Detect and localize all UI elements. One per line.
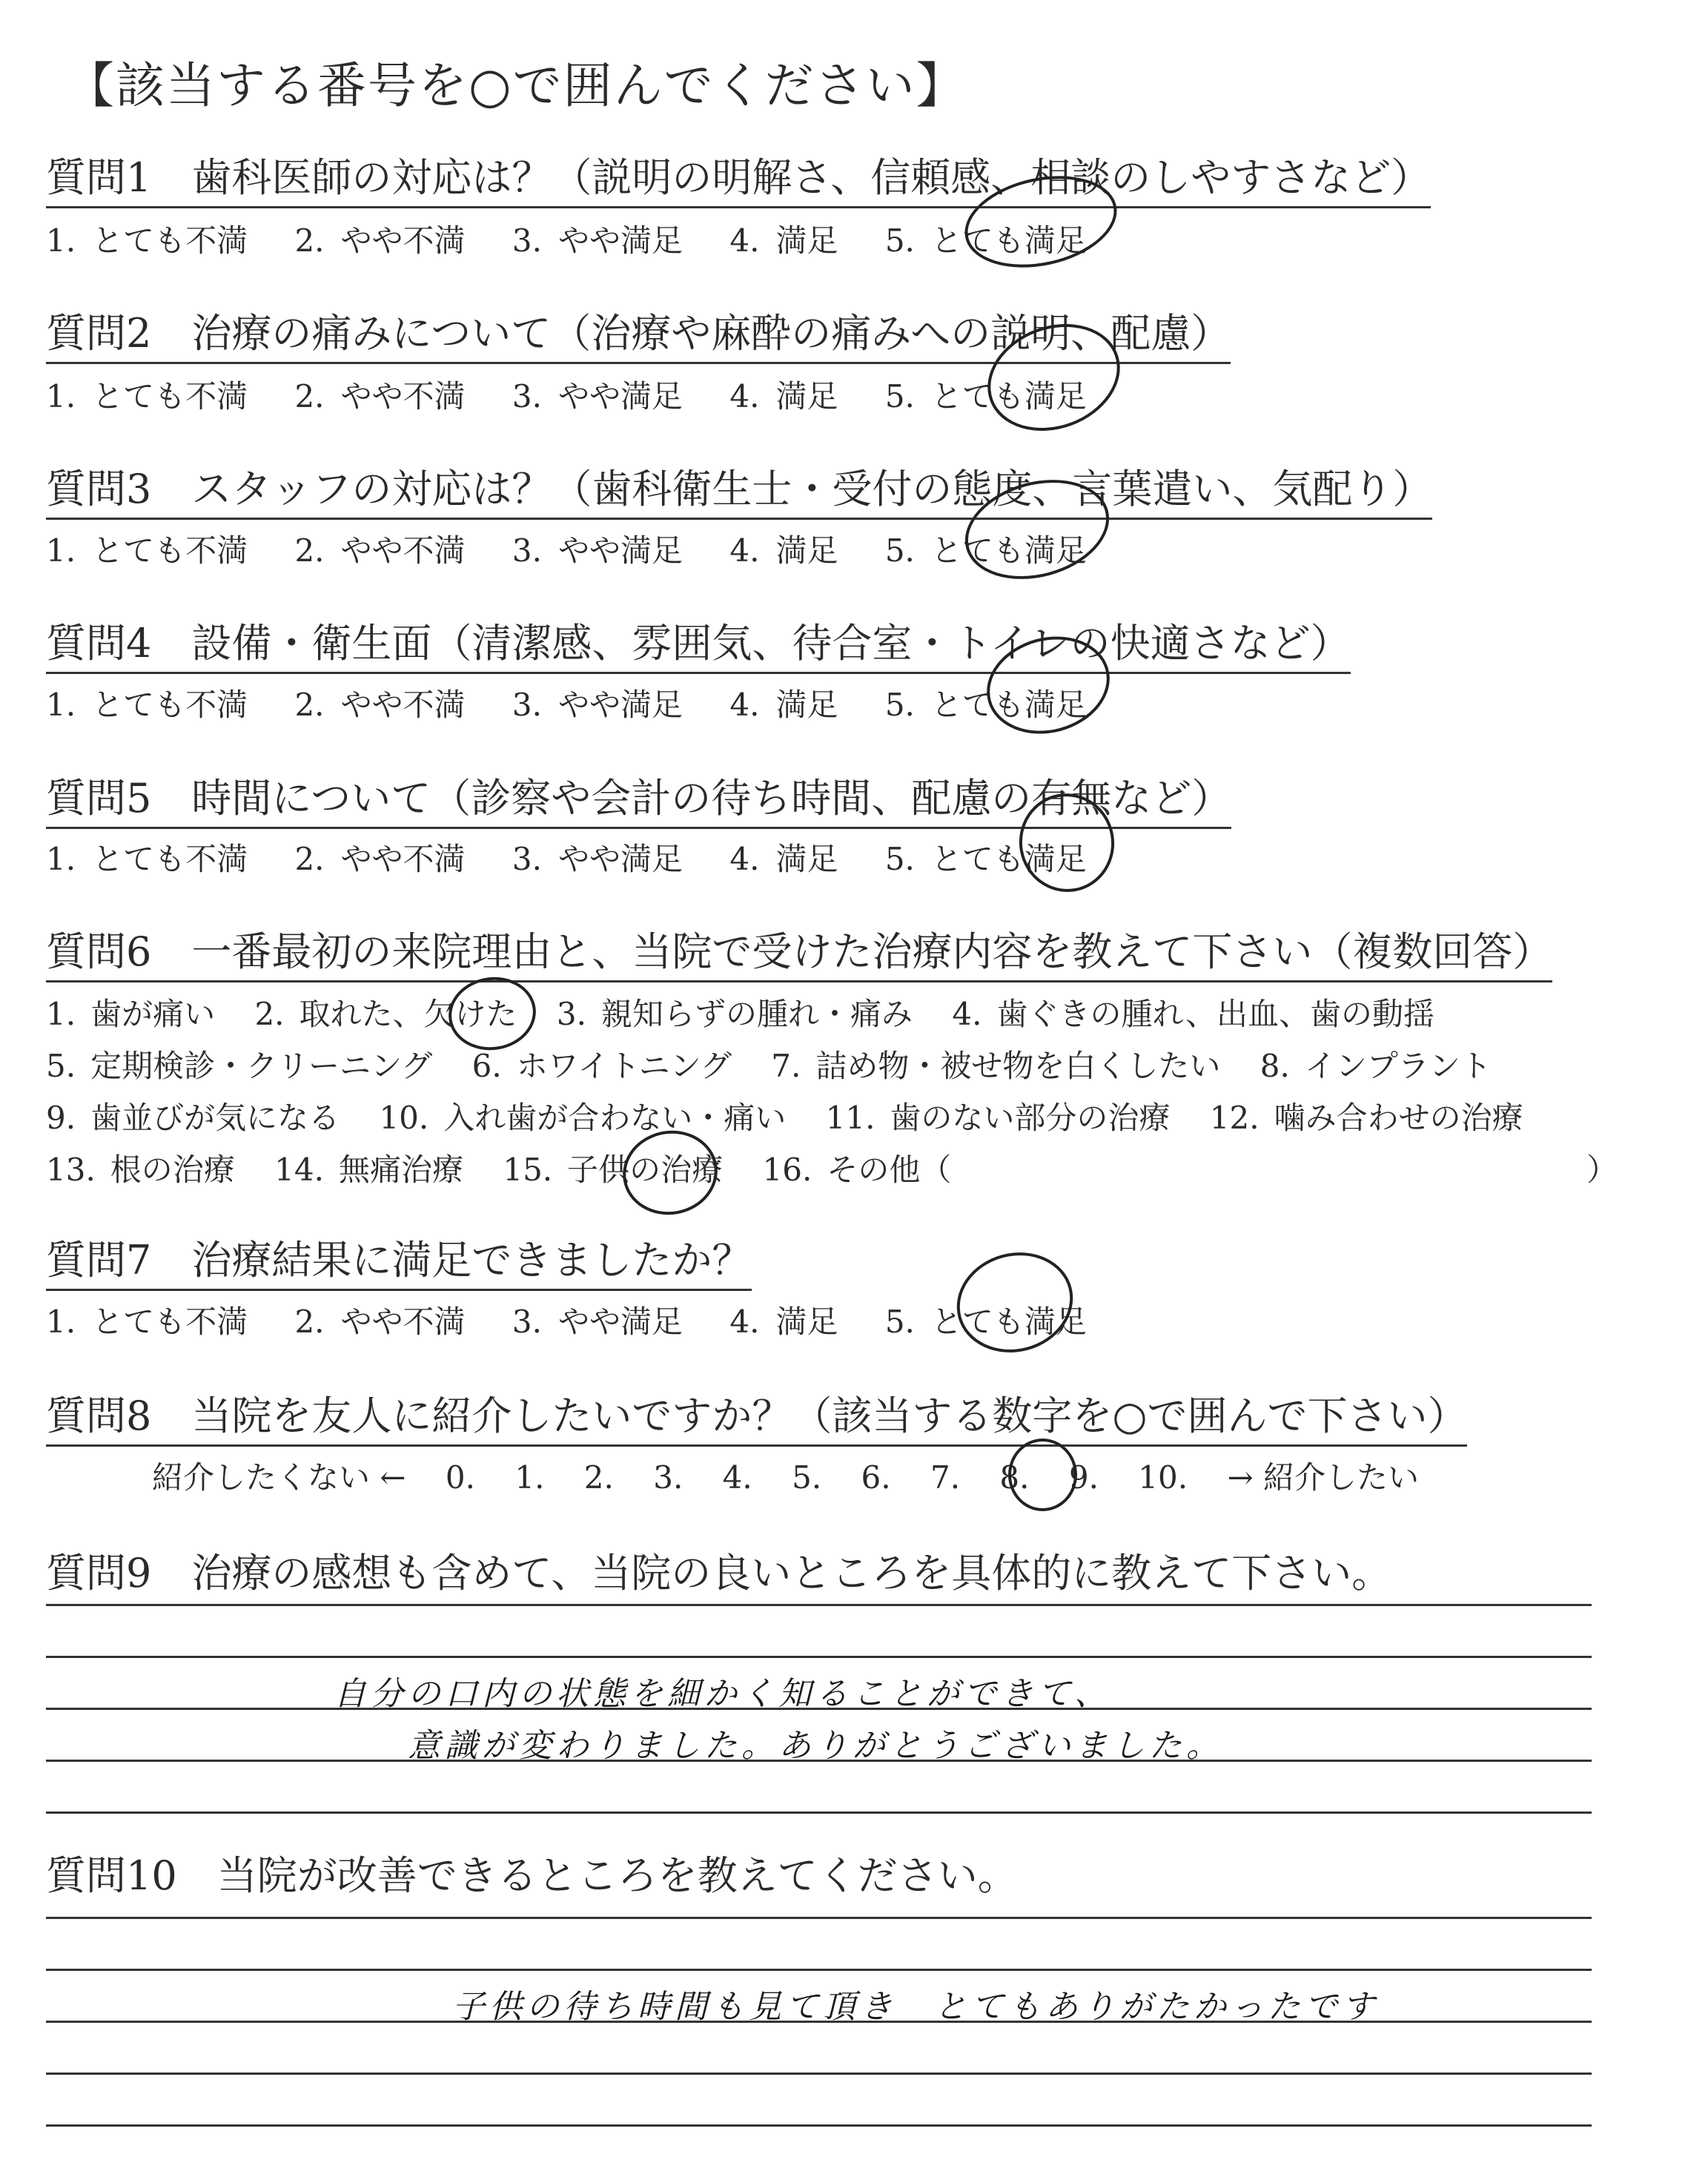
q10-answer-line-2 [46, 1969, 1592, 1971]
q9-answer-line-1 [46, 1604, 1592, 1606]
q6-row-3 [46, 1094, 1553, 1138]
q6-option-15[interactable]: 15. 子供の治療 [503, 1152, 724, 1188]
q6-option-14[interactable]: 14. 無痛治療 [274, 1152, 463, 1188]
q6-option-4[interactable]: 4. 歯ぐきの腫れ、出血、歯の動揺 [952, 996, 1434, 1032]
q7-option-2[interactable]: 2. やや不満 [294, 1304, 466, 1340]
q6-row-4 [46, 1146, 981, 1190]
q10-answer-line-5 [46, 2124, 1592, 2127]
q6-row-2 [46, 1042, 1521, 1086]
q4-option-4[interactable]: 4. 満足 [729, 687, 838, 723]
q2-option-1[interactable]: 1. とても不満 [46, 378, 248, 415]
q5-title: 質問5 時間について（診察や会計の待ち時間、配慮の有無など） [46, 775, 1231, 829]
q3-options [46, 526, 1124, 571]
q2-option-5[interactable]: 5. とても満足 [884, 378, 1087, 415]
q2-option-3[interactable]: 3. やや満足 [512, 378, 683, 415]
q8-left-label: 紹介したくない ← [152, 1459, 406, 1496]
q1-option-2[interactable]: 2. やや不満 [294, 222, 466, 259]
q5-option-1[interactable]: 1. とても不満 [46, 841, 248, 877]
q7-option-3[interactable]: 3. やや満足 [512, 1304, 683, 1340]
q6-option-2[interactable]: 2. 取れた、欠けた [254, 996, 517, 1032]
q4-option-3[interactable]: 3. やや満足 [512, 687, 683, 723]
q4-options [46, 681, 1124, 725]
q8-number-8[interactable]: 8. [999, 1459, 1030, 1496]
q8-number-4[interactable]: 4. [722, 1459, 752, 1496]
q7-title: 質問7 治療結果に満足できましたか？ [46, 1237, 752, 1291]
q8-number-7[interactable]: 7. [930, 1459, 961, 1496]
q6-option-1[interactable]: 1. 歯が痛い [46, 996, 216, 1032]
q9-title: 質問9 治療の感想も含めて、当院の良いところを具体的に教えて下さい。 [46, 1550, 1392, 1596]
q5-option-3[interactable]: 3. やや満足 [512, 841, 683, 877]
q10-handwritten-answer-1: 子供の待ち時間も見て頂き とてもありがたかったです [452, 1988, 1379, 2026]
q2-title: 質問2 治療の痛みについて（治療や麻酔の痛みへの説明、配慮） [46, 310, 1231, 364]
q6-option-13[interactable]: 13. 根の治療 [46, 1152, 235, 1188]
q8-right-label: → 紹介したい [1227, 1459, 1419, 1496]
q8-number-1[interactable]: 1. [514, 1459, 545, 1496]
q8-number-10[interactable]: 10. [1138, 1459, 1188, 1496]
q1-option-5[interactable]: 5. とても満足 [884, 222, 1087, 259]
q4-title: 質問4 設備・衛生面（清潔感、雰囲気、待合室・トイレの快適さなど） [46, 620, 1351, 674]
q6-option-7[interactable]: 7. 詰め物・被せ物を白くしたい [771, 1048, 1221, 1084]
q8-title: 質問8 当院を友人に紹介したいですか？（該当する数字を○で囲んで下さい） [46, 1393, 1467, 1447]
q5-option-2[interactable]: 2. やや不満 [294, 841, 466, 877]
q6-option-9[interactable]: 9. 歯並びが気になる [46, 1100, 340, 1136]
q7-option-4[interactable]: 4. 満足 [729, 1304, 838, 1340]
q6-option-6[interactable]: 6. ホワイトニング [471, 1048, 732, 1084]
q5-option-4[interactable]: 4. 満足 [729, 841, 838, 877]
q7-option-5[interactable]: 5. とても満足 [884, 1304, 1087, 1340]
q10-answer-line-1 [46, 1917, 1592, 1919]
q1-title: 質問1 歯科医師の対応は？（説明の明解さ、信頼感、相談のしやすさなど） [46, 154, 1431, 208]
q10-answer-line-4 [46, 2073, 1592, 2075]
q6-option-5[interactable]: 5. 定期検診・クリーニング [46, 1048, 433, 1084]
q6-option-16[interactable]: 16. その他（ [762, 1152, 952, 1188]
q8-selection-circle [1008, 1439, 1077, 1511]
q6-option-3[interactable]: 3. 親知らずの腫れ・痛み [556, 996, 913, 1032]
q5-option-5[interactable]: 5. とても満足 [884, 841, 1087, 877]
q6-row-1 [46, 990, 1464, 1034]
q3-option-5[interactable]: 5. とても満足 [884, 532, 1087, 569]
q1-option-4[interactable]: 4. 満足 [729, 222, 838, 259]
q9-handwritten-answer-1: 自分の口内の状態を細かく知ることができて、 [334, 1675, 1112, 1713]
q6-other-close: ） [1586, 1152, 1618, 1188]
q6-title: 質問6 一番最初の来院理由と、当院で受けた治療内容を教えて下さい（複数回答） [46, 928, 1552, 982]
q6-option-10[interactable]: 10. 入れ歯が合わない・痛い [379, 1100, 787, 1136]
q6-option-12[interactable]: 12. 噛み合わせの治療 [1209, 1100, 1523, 1136]
q9-handwritten-answer-2: 意識が変わりました。ありがとうございました。 [408, 1727, 1223, 1765]
q8-number-3[interactable]: 3. [653, 1459, 683, 1496]
q8-number-0[interactable]: 0. [445, 1459, 475, 1496]
q2-option-2[interactable]: 2. やや不満 [294, 378, 466, 415]
q4-option-1[interactable]: 1. とても不満 [46, 687, 248, 723]
q8-number-5[interactable]: 5. [792, 1459, 822, 1496]
q8-number-9[interactable]: 9. [1068, 1459, 1099, 1496]
q1-option-3[interactable]: 3. やや満足 [512, 222, 683, 259]
q4-option-2[interactable]: 2. やや不満 [294, 687, 466, 723]
q3-title: 質問3 スタッフの対応は？（歯科衛生士・受付の態度、言葉遣い、気配り） [46, 466, 1432, 520]
q1-options [46, 217, 1124, 261]
q7-option-1[interactable]: 1. とても不満 [46, 1304, 248, 1340]
instruction-header: 【該当する番号を○で囲んでください】 [65, 57, 967, 114]
q3-option-1[interactable]: 1. とても不満 [46, 532, 248, 569]
q3-option-4[interactable]: 4. 満足 [729, 532, 838, 569]
q2-option-4[interactable]: 4. 満足 [729, 378, 838, 415]
q9-answer-line-5 [46, 1811, 1592, 1814]
q8-number-2[interactable]: 2. [583, 1459, 614, 1496]
q3-option-3[interactable]: 3. やや満足 [512, 532, 683, 569]
q7-selection-circle [945, 1240, 1084, 1365]
q8-scale [152, 1453, 1449, 1498]
q9-answer-line-2 [46, 1656, 1592, 1658]
q10-title: 質問10 当院が改善できるところを教えてください。 [46, 1852, 1018, 1899]
q2-options [46, 372, 1124, 417]
q3-option-2[interactable]: 2. やや不満 [294, 532, 466, 569]
q1-option-1[interactable]: 1. とても不満 [46, 222, 248, 259]
q6-option-11[interactable]: 11. 歯のない部分の治療 [825, 1100, 1171, 1136]
q8-number-6[interactable]: 6. [861, 1459, 891, 1496]
q6-option-8[interactable]: 8. インプラント [1260, 1048, 1492, 1084]
q5-options [46, 835, 1124, 879]
q4-option-5[interactable]: 5. とても満足 [884, 687, 1087, 723]
